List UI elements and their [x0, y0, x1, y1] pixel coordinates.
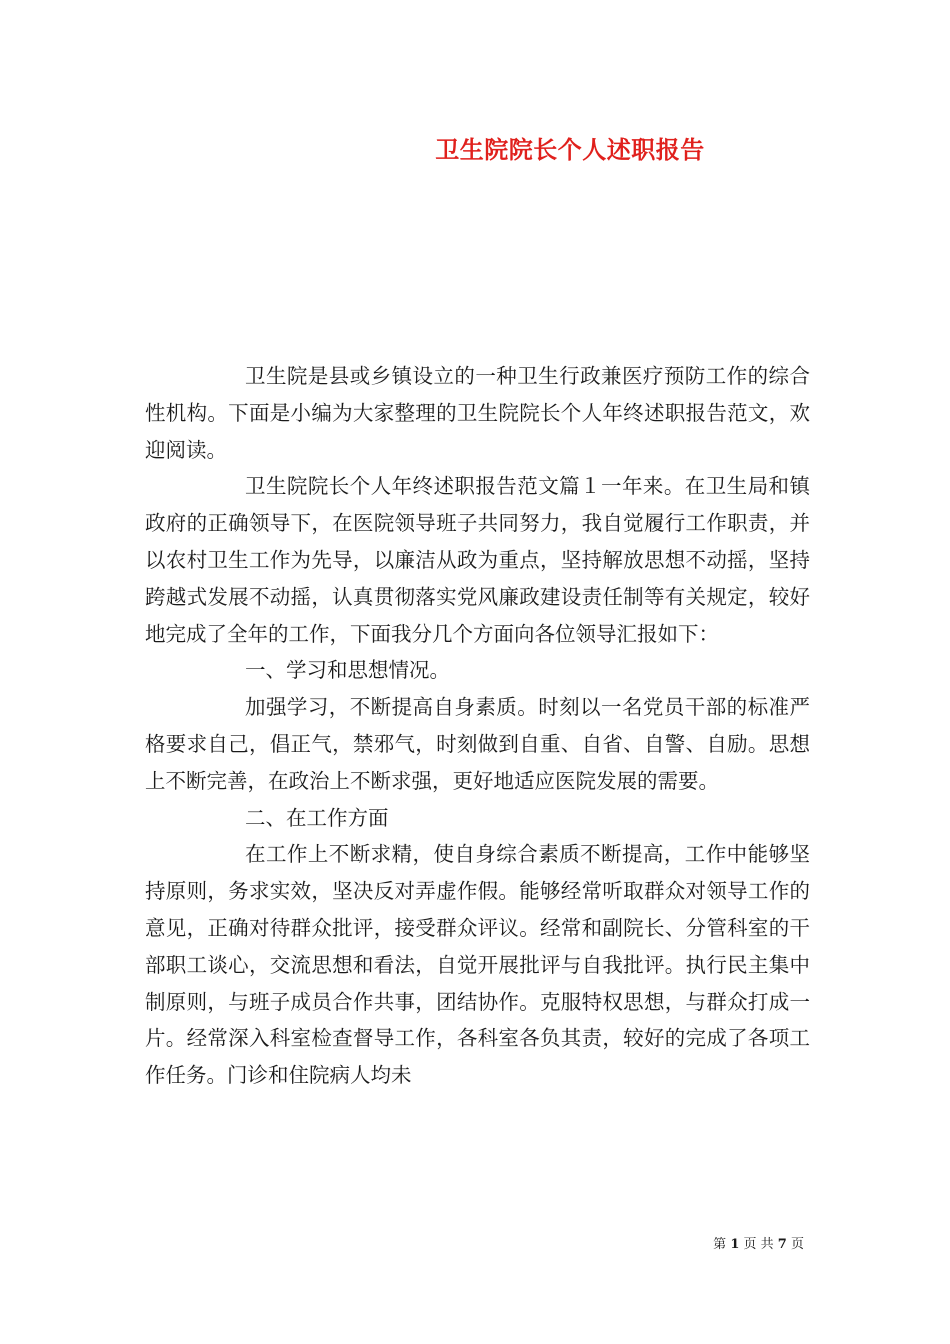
- footer-suffix: 页: [790, 1237, 804, 1252]
- footer-prefix: 第: [713, 1237, 727, 1252]
- document-body: [145, 358, 810, 1094]
- section-heading-work: 二、在工作方面: [245, 805, 389, 830]
- paragraph-work: 在工作上不断求精，使自身综合素质不断提高，工作中能够坚持原则，务求实效，坚决反对弄虚作假。能够经常听取群众对领导工作的意见，正确对待群众批评，接受群众评议。经常和副院长、分管科室的干部职工谈心，交流思想和看法，自觉开展批评与自我批评。执行民主集中制原则，与班子成员合作共事，团结协作。克服特权思想，与群众打成一片。经常深入科室检查督导工作，各科室各负其责，较好的完成了各项工作任务。门诊和住院病人均未: [145, 842, 810, 1088]
- page-footer: [713, 1233, 804, 1252]
- paragraph-study: 加强学习，不断提高自身素质。时刻以一名党员干部的标准严格要求自己，倡正气，禁邪气，时刻做到自重、自省、自警、自励。思想上不断完善，在政治上不断求强，更好地适应医院发展的需要。: [145, 695, 810, 793]
- section-heading-study: 一、学习和思想情况。: [245, 658, 450, 683]
- paragraph-intro: 卫生院是县或乡镇设立的一种卫生行政兼医疗预防工作的综合性机构。下面是小编为大家整理的卫生院院长个人年终述职报告范文，欢迎阅读。: [145, 364, 810, 462]
- footer-middle: 页 共: [743, 1237, 774, 1252]
- document-title: 卫生院院长个人述职报告: [435, 135, 705, 164]
- footer-total-pages: 7: [777, 1237, 787, 1252]
- paragraph-overview: 卫生院院长个人年终述职报告范文篇１一年来。在卫生局和镇政府的正确领导下，在医院领导班子共同努力，我自觉履行工作职责，并以农村卫生工作为先导，以廉洁从政为重点，坚持解放思想不动摇，坚持跨越式发展不动摇，认真贯彻落实党风廉政建设责任制等有关规定，较好地完成了全年的工作，下面我分几个方面向各位领导汇报如下：: [145, 474, 810, 646]
- footer-page-number: 1: [730, 1237, 740, 1252]
